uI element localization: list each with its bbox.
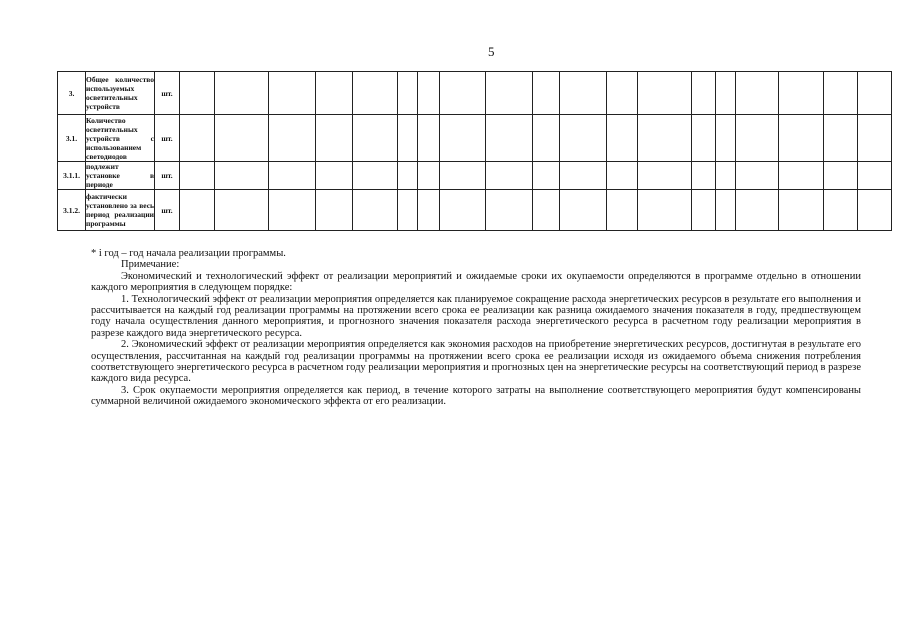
empty-cell <box>215 190 269 231</box>
empty-cell <box>607 190 638 231</box>
empty-cell <box>824 72 858 115</box>
empty-cell <box>440 162 486 190</box>
empty-cell <box>418 72 440 115</box>
row-name: Количество осветительных устройств с использованием светодиодов <box>86 115 154 161</box>
empty-cell <box>533 72 560 115</box>
notes-item-2: 2. Экономический эффект от реализации мероприятия определяется как экономия расходов на приобретение энергетических ресурсов, достигнутая в результате его осуществления, рассчитанная на каждый год реализации программы на протяжении всего срока ее реализации исходя из ожидаемого объема снижения потребления соответствующего энергетического ресурса в расчетном году реализации мероприятия и прогнозных цен на энергетические ресурсы на соответствующий период в разрезе каждого вида ресурса. <box>91 339 861 385</box>
empty-cell <box>858 162 892 190</box>
indicator-table <box>57 71 892 231</box>
empty-cell <box>353 115 398 162</box>
row-name: подлежит установке в периоде <box>86 162 154 189</box>
notes-intro: Экономический и технологический эффект от реализации мероприятий и ожидаемые сроки их окупаемости определяются в программе отдельно в отношении каждого мероприятия в следующем порядке: <box>91 270 861 294</box>
empty-cell <box>824 162 858 190</box>
empty-cell <box>180 72 215 115</box>
empty-cell <box>180 115 215 162</box>
notes-section <box>91 248 861 408</box>
empty-cell <box>736 162 779 190</box>
empty-cell <box>607 162 638 190</box>
notes-item-3: 3. Срок окупаемости мероприятия определяется как период, в течение которого затраты на выполнение соответствующего мероприятия будут компенсированы суммарной величиной ожидаемого экономического эффекта от его реализации. <box>91 384 861 408</box>
empty-cell <box>353 190 398 231</box>
row-unit: шт. <box>155 190 180 231</box>
row-unit: шт. <box>155 115 180 162</box>
empty-cell <box>316 190 353 231</box>
empty-cell <box>316 72 353 115</box>
empty-cell <box>486 72 533 115</box>
table-row <box>58 115 892 162</box>
empty-cell <box>269 115 316 162</box>
table-row <box>58 190 892 231</box>
row-number: 3.1.1. <box>58 162 86 190</box>
empty-cell <box>486 115 533 162</box>
empty-cell <box>486 190 533 231</box>
empty-cell <box>779 162 824 190</box>
notes-item-1: 1. Технологический эффект от реализации мероприятия определяется как планируемое сокращение расхода энергетических ресурсов в результате его выполнения и рассчитывается на каждый год реализации программы на протяжении всего срока ее реализации как разница ожидаемого значения показателя в году, предшествующем году начала осуществления данного мероприятия, и прогнозного значения показателя расхода энергетического ресурса в расчетном году реализации мероприятия в разрезе каждого вида энергетического ресурса. <box>91 293 861 339</box>
empty-cell <box>418 190 440 231</box>
table-row <box>58 72 892 115</box>
empty-cell <box>269 72 316 115</box>
empty-cell <box>736 190 779 231</box>
empty-cell <box>824 115 858 162</box>
row-name: фактически установлено за весь период реализации программы <box>86 190 155 231</box>
row-unit: шт. <box>155 72 180 115</box>
empty-cell <box>533 190 560 231</box>
empty-cell <box>779 190 824 231</box>
empty-cell <box>638 162 692 190</box>
empty-cell <box>215 115 269 162</box>
footnote: * i год – год начала реализации программы. <box>91 248 286 259</box>
empty-cell <box>418 115 440 162</box>
empty-cell <box>638 72 692 115</box>
empty-cell <box>215 72 269 115</box>
row-number: 3.1.2. <box>58 190 86 231</box>
empty-cell <box>638 115 692 162</box>
empty-cell <box>398 162 418 190</box>
empty-cell <box>858 72 892 115</box>
empty-cell <box>779 115 824 162</box>
empty-cell <box>560 162 607 190</box>
empty-cell <box>316 162 353 190</box>
empty-cell <box>824 190 858 231</box>
page-number: 5 <box>488 44 495 59</box>
empty-cell <box>269 162 316 190</box>
empty-cell <box>692 115 716 162</box>
empty-cell <box>353 72 398 115</box>
row-number: 3. <box>58 72 86 115</box>
row-number: 3.1. <box>58 115 86 162</box>
empty-cell <box>607 115 638 162</box>
empty-cell <box>736 72 779 115</box>
empty-cell <box>269 190 316 231</box>
empty-cell <box>398 72 418 115</box>
empty-cell <box>779 72 824 115</box>
empty-cell <box>398 115 418 162</box>
row-name: Общее количество используемых осветительных устройств <box>86 72 155 115</box>
empty-cell <box>560 115 607 162</box>
empty-cell <box>692 72 716 115</box>
empty-cell <box>716 162 736 190</box>
table-row <box>58 162 892 190</box>
empty-cell <box>560 190 607 231</box>
empty-cell <box>440 72 486 115</box>
empty-cell <box>316 115 353 162</box>
empty-cell <box>858 115 892 162</box>
empty-cell <box>533 162 560 190</box>
empty-cell <box>533 115 560 162</box>
empty-cell <box>736 115 779 162</box>
empty-cell <box>692 190 716 231</box>
empty-cell <box>858 190 892 231</box>
empty-cell <box>486 162 533 190</box>
notes-heading: Примечание: <box>121 259 180 271</box>
empty-cell <box>353 162 398 190</box>
empty-cell <box>398 190 418 231</box>
empty-cell <box>692 162 716 190</box>
row-unit: шт. <box>155 162 180 190</box>
empty-cell <box>607 72 638 115</box>
empty-cell <box>418 162 440 190</box>
empty-cell <box>215 162 269 190</box>
empty-cell <box>716 190 736 231</box>
empty-cell <box>638 190 692 231</box>
empty-cell <box>440 190 486 231</box>
empty-cell <box>440 115 486 162</box>
empty-cell <box>560 72 607 115</box>
empty-cell <box>716 72 736 115</box>
empty-cell <box>180 162 215 190</box>
empty-cell <box>716 115 736 162</box>
empty-cell <box>180 190 215 231</box>
